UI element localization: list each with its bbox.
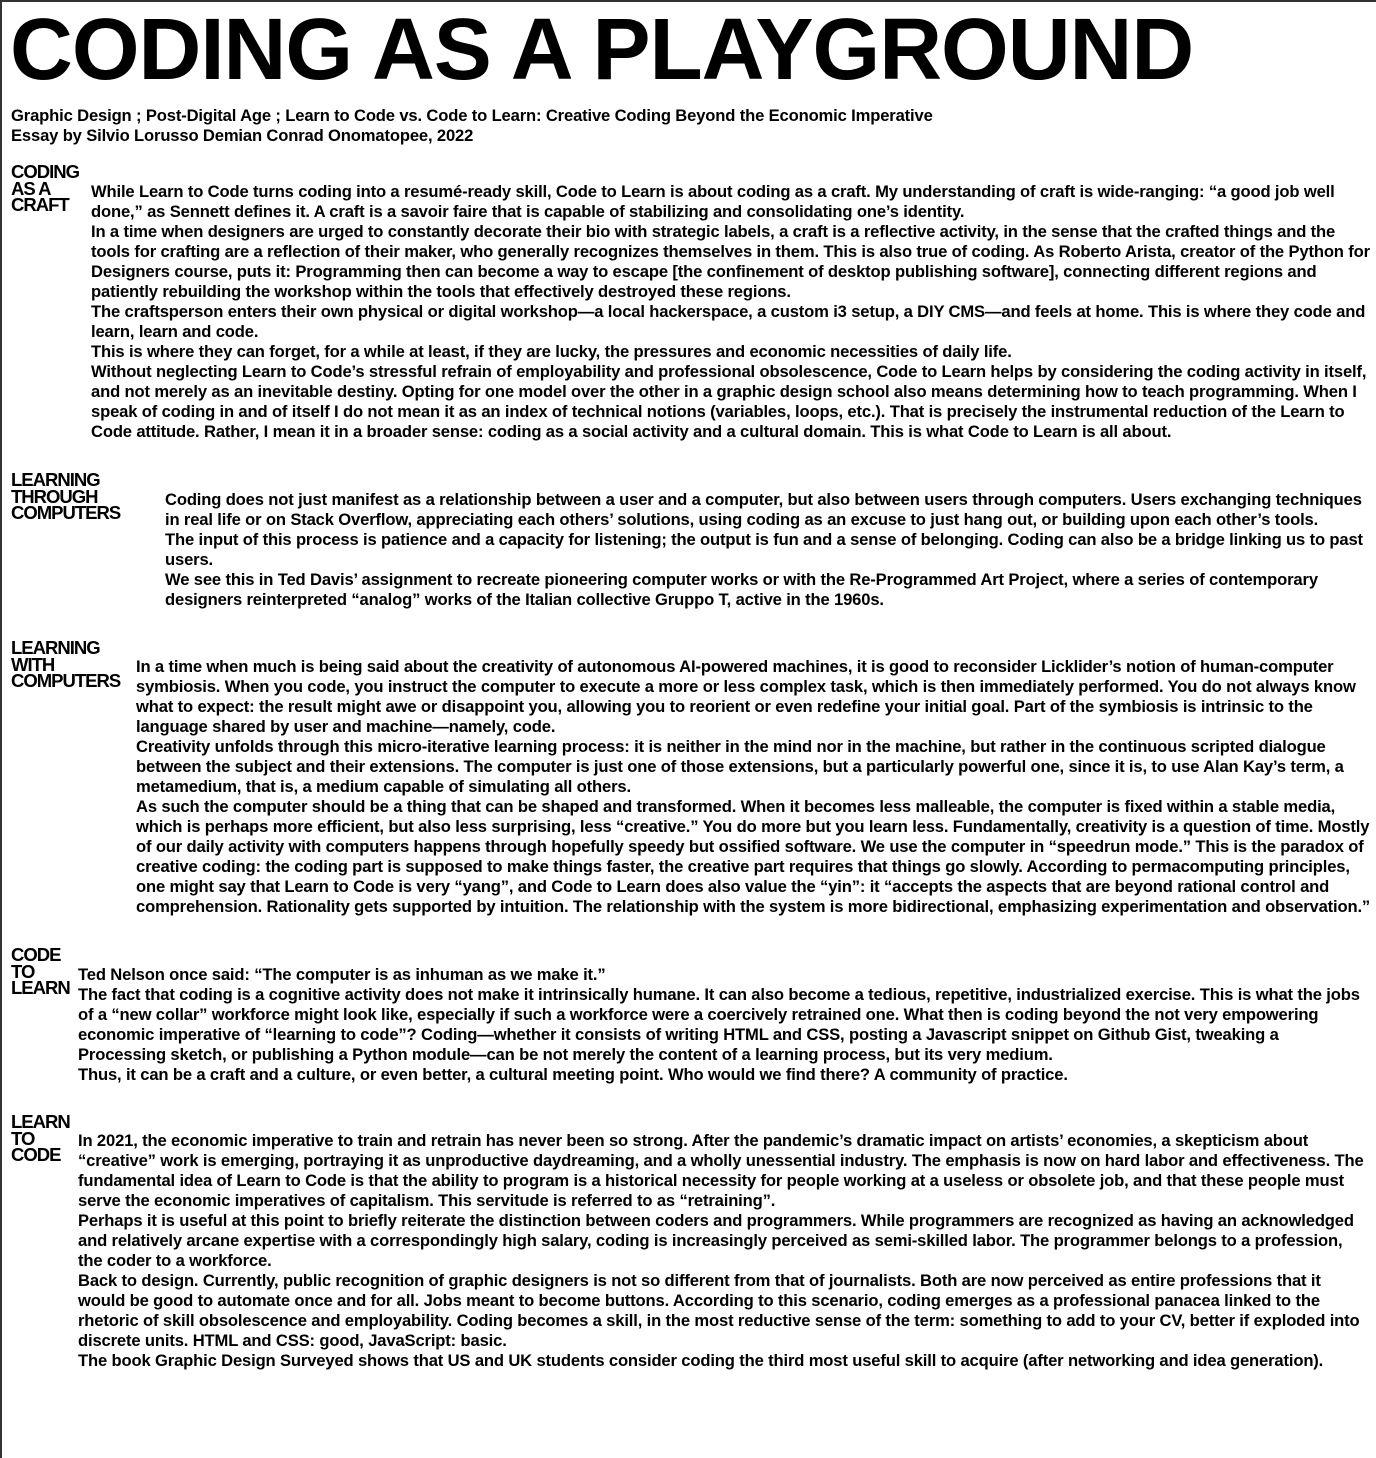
paragraph: This is where they can forget, for a while at least, if they are lucky, the pressures and economic necessities of daily life.	[91, 342, 1012, 361]
paragraph: The craftsperson enters their own physical or digital workshop—a local hackerspace, a custom i3 setup, a DIY CMS—and feels at home. This is where they code and learn, learn and code.	[91, 302, 1366, 341]
heading-line: CODING	[11, 161, 79, 182]
paragraph: Thus, it can be a craft and a culture, or even better, a cultural meeting point. Who would we find there? A community of practice.	[78, 1065, 1068, 1084]
essay-meta	[11, 106, 1371, 146]
paragraph: In 2021, the economic imperative to train and retrain has never been so strong. After the pandemic’s dramatic impact on artists’ economies, a skepticism about “creative” work is emerging, portraying it as unproductive daydreaming, and a wholly unessential industry. The emphasis is now on hard labor and effectiveness. The fundamental idea of Learn to Code is that the ability to program is a historical necessity for people working at a useless or obsolete job, and that these people must serve the economic imperatives of capitalism. This servitude is referred to as “retraining”.	[78, 1131, 1364, 1210]
paragraph: Creativity unfolds through this micro-iterative learning process: it is neither in the mind nor in the machine, but rather in the continuous scripted dialogue between the subject and their extensions. The computer is just one of those extensions, but a particularly powerful one, since it is, to use Alan Kay’s term, a metamedium, that is, a medium capable of simulating all others.	[136, 737, 1344, 796]
heading-line: CODE	[11, 944, 61, 965]
byline: Essay by Silvio Lorusso Demian Conrad Onomatopee, 2022	[11, 126, 474, 145]
paragraph: While Learn to Code turns coding into a resumé-ready skill, Code to Learn is about coding as a craft. My understanding of craft is wide-ranging: “a good job well done,” as Sennett defines it. A craft is a savoir faire that is capable of stabilizing and consolidating one’s identity.	[91, 182, 1335, 221]
paragraph: Back to design. Currently, public recognition of graphic designers is not so different from that of journalists. Both are now perceived as entire professions that it would be good to automate once and for all. Jobs meant to become buttons. According to this scenario, coding emerges as a professional panacea linked to the rhetoric of skill obsolescence and employability. Coding becomes a skill, in the most reductive sense of the term: something to add to your CV, better if exploded into discrete units. HTML and CSS: good, JavaScript: basic.	[78, 1271, 1360, 1350]
heading-line: THROUGH	[11, 485, 98, 507]
section-heading	[11, 161, 79, 215]
essay-page	[11, 2, 1371, 1371]
heading-line: AS A	[11, 177, 51, 199]
tags-line: Graphic Design ; Post-Digital Age ; Learn to Code vs. Code to Learn: Creative Coding Beyond the Economic Imperative	[11, 106, 933, 125]
heading-line: LEARN	[11, 977, 70, 998]
heading-line: LEARNING	[11, 637, 100, 658]
heading-line: CRAFT	[11, 194, 69, 215]
section-coding-as-a-craft	[11, 161, 1371, 442]
paragraph: In a time when designers are urged to constantly decorate their bio with strategic labels, a craft is a reflective activity, in the sense that the crafted things and the tools for crafting are a reflection of their maker, who generally recognizes themselves in them. This is also true of coding. As Roberto Arista, creator of the Python for Designers course, puts it: Programming then can become a way to escape [the confinement of desktop publishing software], connecting different regions and patiently rebuilding the workshop within the tools that effectively destroyed these regions.	[91, 222, 1370, 301]
heading-line: WITH	[11, 653, 55, 675]
heading-line: CODE	[11, 1144, 61, 1165]
section-code-to-learn	[11, 944, 1371, 1085]
section-heading	[11, 944, 70, 998]
paragraph: Without neglecting Learn to Code’s stressful refrain of employability and professional obsolescence, Code to Learn helps by considering the coding activity in itself, and not merely as an inevitable destiny. Opting for one model over the other in a graphic design school also means determining how to teach programming. When I speak of coding in and of itself I do not mean it as an index of technical notions (variables, loops, etc.). That is precisely the instrumental reduction of the Learn to Code attitude. Rather, I mean it in a broader sense: coding as a social activity and a cultural domain. This is what Code to Learn is all about.	[91, 362, 1367, 441]
paragraph: Perhaps it is useful at this point to briefly reiterate the distinction between coders and programmers. While programmers are recognized as having an acknowledged and relatively arcane expertise with a correspondingly high salary, coding is increasingly perceived as semi-skilled labor. The programmer belongs to a profession, the coder to a workforce.	[78, 1211, 1354, 1270]
section-learn-to-code	[11, 1111, 1371, 1371]
heading-line: TO	[11, 960, 35, 982]
heading-line: COMPUTERS	[11, 670, 121, 691]
paragraph: In a time when much is being said about the creativity of autonomous AI-powered machines, it is good to reconsider Licklider’s notion of human-computer symbiosis. When you code, you instruct the computer to execute a more or less complex task, which is then immediately performed. You do not always know what to expect: the result might awe or disappoint you, allowing you to reorient or even redefine your initial goal. Part of the symbiosis is intrinsic to the language shared by user and machine—namely, code.	[136, 657, 1356, 736]
section-body	[91, 164, 1371, 442]
section-body	[78, 947, 1371, 1085]
section-learning-with-computers	[11, 637, 1371, 917]
heading-line: LEARN	[11, 1111, 70, 1132]
heading-line: LEARNING	[11, 469, 100, 490]
heading-line: COMPUTERS	[11, 502, 121, 523]
paragraph: Ted Nelson once said: “The computer is as inhuman as we make it.”	[78, 965, 606, 984]
section-heading	[11, 1111, 70, 1165]
paragraph: The fact that coding is a cognitive activity does not make it intrinsically humane. It can also become a tedious, repetitive, industrialized exercise. This is what the jobs of a “new collar” workforce might look like, especially if such a workforce were a coercively retrained one. What then is coding beyond the not very empowering economic imperative of “learning to code”? Coding—whether it consists of writing HTML and CSS, posting a Javascript snippet on Github Gist, tweaking a Processing sketch, or publishing a Python module—can be not merely the content of a learning process, but its very medium.	[78, 985, 1360, 1064]
paragraph: The book Graphic Design Surveyed shows that US and UK students consider coding the third most useful skill to acquire (after networking and idea generation).	[78, 1351, 1324, 1370]
section-learning-through-computers	[11, 469, 1371, 610]
paragraph: Coding does not just manifest as a relationship between a user and a computer, but also between users through computers. Users exchanging techniques in real life or on Stack Overflow, appreciating each others’ solutions, using coding as an excuse to just hang out, or building upon each other’s tools.	[165, 490, 1362, 529]
section-body	[136, 640, 1371, 917]
heading-line: TO	[11, 1127, 35, 1149]
section-heading	[11, 637, 121, 691]
paragraph: The input of this process is patience and a capacity for listening; the output is fun and a sense of belonging. Coding can also be a bridge linking us to past users.	[165, 530, 1363, 569]
section-body	[78, 1114, 1371, 1371]
page-title: CODING AS A PLAYGROUND	[10, 1, 1194, 98]
paragraph: We see this in Ted Davis’ assignment to recreate pioneering computer works or with the Re-Programmed Art Project, where a series of contemporary designers reinterpreted “analog” works of the Italian collective Gruppo T, active in the 1960s.	[165, 570, 1318, 609]
section-body	[165, 472, 1371, 610]
paragraph: As such the computer should be a thing that can be shaped and transformed. When it becomes less malleable, the computer is fixed within a stable media, which is perhaps more efficient, but also less surprising, less “creative.” You do more but you learn less. Fundamentally, creativity is a question of time. Mostly of our daily activity with computers happens through hopefully speedy but ossified software. We use the computer in “speedrun mode.” This is the paradox of creative coding: the coding part is supposed to make things faster, the creative part requires that things go slowly. According to permacomputing principles, one might say that Learn to Code is very “yang”, and Code to Learn does also value the “yin”: it “accepts the aspects that are beyond rational control and comprehension. Rationality gets supported by intuition. The relationship with the system is more bidirectional, emphasizing experimentation and observation.”	[136, 797, 1371, 916]
section-heading	[11, 469, 121, 523]
